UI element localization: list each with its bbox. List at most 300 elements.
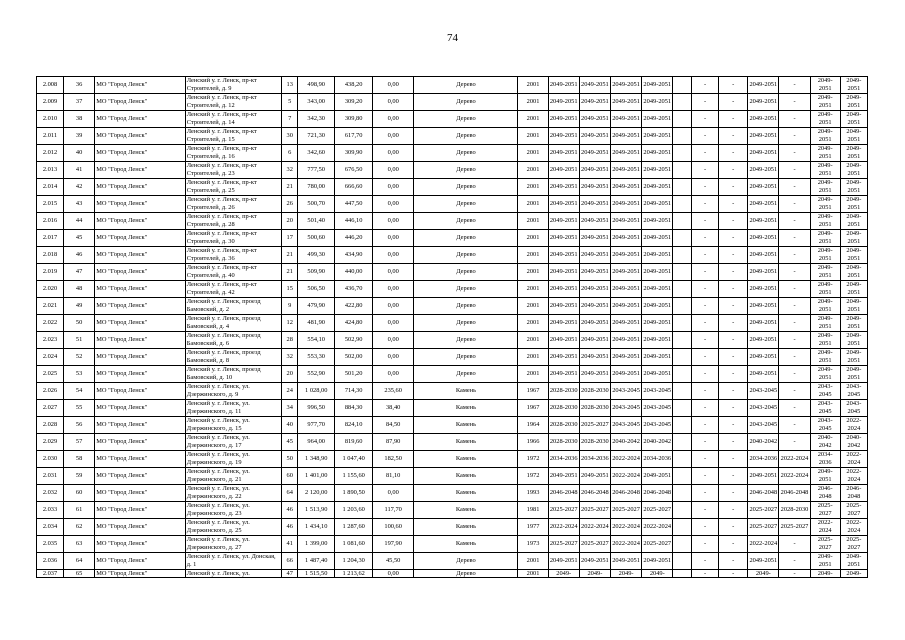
- table-row: [37, 264, 868, 281]
- cell-period: 2049-2051: [611, 128, 642, 145]
- cell-period: 2028-2030: [579, 383, 610, 400]
- cell-period: 2049-2051: [642, 332, 673, 349]
- cell-period: [673, 230, 692, 247]
- cell-address: Ленский у. г. Ленск, ул. Дзержинского, д. 27: [185, 536, 282, 553]
- cell-period: -: [692, 111, 719, 128]
- cell-wall-material: Камень: [414, 417, 518, 434]
- cell-period: -: [692, 553, 719, 570]
- cell-period: -: [779, 417, 810, 434]
- cell-period: 2049-2051: [642, 145, 673, 162]
- cell-wall-material: Дерево: [414, 77, 518, 94]
- cell-living-area: 676,50: [335, 162, 372, 179]
- cell-year: 1966: [518, 434, 548, 451]
- cell-period: 2049-2051: [810, 332, 840, 349]
- cell-period: 2049-2051: [642, 349, 673, 366]
- cell-period: [673, 315, 692, 332]
- cell-living-area: 824,10: [335, 417, 372, 434]
- cell-wall-material: Дерево: [414, 332, 518, 349]
- cell-period: 2049-2051: [611, 213, 642, 230]
- cell-municipality: МО "Город Ленск": [95, 179, 185, 196]
- cell-period: -: [779, 77, 810, 94]
- cell-total-area: 1 487,40: [298, 553, 335, 570]
- cell-code: 2.023: [37, 332, 64, 349]
- cell-total-area: 501,40: [298, 213, 335, 230]
- cell-code: 2.008: [37, 77, 64, 94]
- cell-period: 2043-2045: [642, 383, 673, 400]
- cell-code: 2.028: [37, 417, 64, 434]
- cell-period: -: [692, 502, 719, 519]
- cell-period: -: [692, 315, 719, 332]
- cell-period: -: [779, 145, 810, 162]
- table-row: [37, 281, 868, 298]
- cell-living-area: 438,20: [335, 77, 372, 94]
- cell-period: 2049-: [548, 570, 579, 578]
- cell-period: -: [692, 485, 719, 502]
- cell-living-area: 446,10: [335, 213, 372, 230]
- table-row: [37, 553, 868, 570]
- cell-period: -: [692, 179, 719, 196]
- cell-period: 2043-2045: [810, 400, 840, 417]
- cell-period: 2049-2051: [840, 94, 867, 111]
- cell-period: 2049-2051: [579, 94, 610, 111]
- cell-year: 1964: [518, 417, 548, 434]
- cell-wall-material: Дерево: [414, 230, 518, 247]
- cell-year: 2001: [518, 315, 548, 332]
- cell-nonliving-area: 81,10: [372, 468, 414, 485]
- cell-period: 2049-2051: [611, 77, 642, 94]
- cell-address: Ленский у. г. Ленск, ул.: [185, 570, 282, 578]
- cell-period: 2025-2027: [748, 502, 779, 519]
- cell-wall-material: Дерево: [414, 213, 518, 230]
- cell-flats: 34: [282, 400, 298, 417]
- cell-address: Ленский у. г. Ленск, пр-кт Строителей, д. 14: [185, 111, 282, 128]
- cell-period: 2049-2051: [810, 468, 840, 485]
- cell-period: 2028-2030: [579, 400, 610, 417]
- cell-year: 1972: [518, 451, 548, 468]
- cell-number: 51: [64, 332, 95, 349]
- cell-year: 2001: [518, 213, 548, 230]
- cell-period: 2025-2027: [779, 519, 810, 536]
- cell-period: -: [719, 434, 748, 451]
- cell-code: 2.014: [37, 179, 64, 196]
- table-row: [37, 94, 868, 111]
- cell-period: 2025-2027: [840, 502, 867, 519]
- cell-period: 2049-2051: [579, 366, 610, 383]
- cell-period: 2049-2051: [642, 94, 673, 111]
- cell-period: -: [719, 349, 748, 366]
- cell-nonliving-area: 0,00: [372, 77, 414, 94]
- cell-municipality: МО "Город Ленск": [95, 451, 185, 468]
- cell-period: -: [779, 298, 810, 315]
- cell-municipality: МО "Город Ленск": [95, 264, 185, 281]
- cell-period: -: [692, 434, 719, 451]
- cell-period: 2022-2024: [611, 468, 642, 485]
- cell-living-area: 666,60: [335, 179, 372, 196]
- cell-nonliving-area: 0,00: [372, 196, 414, 213]
- cell-period: 2049-2051: [611, 162, 642, 179]
- cell-period: 2049-2051: [810, 145, 840, 162]
- cell-period: 2043-2045: [748, 417, 779, 434]
- table-row: [37, 349, 868, 366]
- cell-number: 46: [64, 247, 95, 264]
- cell-period: 2028-2030: [779, 502, 810, 519]
- cell-period: -: [719, 485, 748, 502]
- cell-period: [673, 519, 692, 536]
- cell-period: 2049-2051: [548, 111, 579, 128]
- cell-flats: 21: [282, 264, 298, 281]
- cell-municipality: МО "Город Ленск": [95, 213, 185, 230]
- cell-living-area: 884,30: [335, 400, 372, 417]
- table-row: [37, 502, 868, 519]
- cell-total-area: 500,60: [298, 230, 335, 247]
- cell-period: [673, 417, 692, 434]
- cell-nonliving-area: 0,00: [372, 298, 414, 315]
- cell-flats: 60: [282, 468, 298, 485]
- cell-code: 2.035: [37, 536, 64, 553]
- cell-total-area: 500,70: [298, 196, 335, 213]
- cell-period: -: [692, 383, 719, 400]
- cell-period: 2049-2051: [810, 264, 840, 281]
- cell-period: 2049-2051: [840, 349, 867, 366]
- table-row: [37, 213, 868, 230]
- cell-address: Ленский у. г. Ленск, ул. Дзержинского, д. 19: [185, 451, 282, 468]
- cell-flats: 40: [282, 417, 298, 434]
- cell-code: 2.015: [37, 196, 64, 213]
- cell-municipality: МО "Город Ленск": [95, 128, 185, 145]
- cell-flats: 30: [282, 128, 298, 145]
- table-row: [37, 230, 868, 247]
- cell-flats: 26: [282, 196, 298, 213]
- cell-year: 2001: [518, 247, 548, 264]
- cell-period: 2043-2045: [611, 400, 642, 417]
- cell-period: 2049-2051: [611, 332, 642, 349]
- cell-flats: 41: [282, 536, 298, 553]
- cell-wall-material: Камень: [414, 468, 518, 485]
- cell-period: 2049-2051: [548, 281, 579, 298]
- table-body: [37, 77, 868, 578]
- cell-wall-material: Дерево: [414, 281, 518, 298]
- cell-period: 2049-2051: [548, 247, 579, 264]
- cell-year: 2001: [518, 77, 548, 94]
- cell-total-area: 964,00: [298, 434, 335, 451]
- cell-period: 2049-2051: [548, 179, 579, 196]
- cell-code: 2.032: [37, 485, 64, 502]
- cell-address: Ленский у. г. Ленск, ул. Донская, д. 1: [185, 553, 282, 570]
- cell-period: -: [779, 536, 810, 553]
- cell-address: Ленский у. г. Ленск, проезд Бамовский, д. 2: [185, 298, 282, 315]
- cell-total-area: 553,30: [298, 349, 335, 366]
- cell-period: -: [692, 366, 719, 383]
- cell-municipality: МО "Город Ленск": [95, 196, 185, 213]
- cell-period: 2049-2051: [642, 468, 673, 485]
- cell-year: 2001: [518, 94, 548, 111]
- cell-code: 2.021: [37, 298, 64, 315]
- cell-period: 2049-2051: [810, 281, 840, 298]
- cell-flats: 6: [282, 145, 298, 162]
- cell-nonliving-area: 38,40: [372, 400, 414, 417]
- cell-period: [673, 400, 692, 417]
- cell-code: 2.030: [37, 451, 64, 468]
- cell-nonliving-area: 0,00: [372, 315, 414, 332]
- cell-total-area: 780,00: [298, 179, 335, 196]
- cell-period: 2022-2024: [548, 519, 579, 536]
- cell-period: 2049-2051: [548, 553, 579, 570]
- cell-number: 56: [64, 417, 95, 434]
- cell-municipality: МО "Город Ленск": [95, 298, 185, 315]
- cell-wall-material: Камень: [414, 400, 518, 417]
- cell-period: -: [719, 366, 748, 383]
- cell-wall-material: Камень: [414, 536, 518, 553]
- cell-wall-material: Дерево: [414, 366, 518, 383]
- cell-period: 2049-2051: [611, 94, 642, 111]
- cell-period: 2025-2027: [579, 417, 610, 434]
- cell-total-area: 498,90: [298, 77, 335, 94]
- cell-nonliving-area: 182,50: [372, 451, 414, 468]
- cell-period: 2043-2045: [642, 417, 673, 434]
- cell-total-area: 1 515,50: [298, 570, 335, 578]
- cell-period: [673, 94, 692, 111]
- cell-period: 2049-2051: [748, 349, 779, 366]
- cell-period: 2049-2051: [642, 162, 673, 179]
- cell-year: 1967: [518, 400, 548, 417]
- cell-period: -: [779, 349, 810, 366]
- cell-address: Ленский у. г. Ленск, пр-кт Строителей, д. 28: [185, 213, 282, 230]
- cell-period: 2022-2024: [810, 519, 840, 536]
- cell-number: 40: [64, 145, 95, 162]
- cell-period: -: [692, 213, 719, 230]
- cell-number: 38: [64, 111, 95, 128]
- cell-total-area: 554,10: [298, 332, 335, 349]
- cell-year: 2001: [518, 553, 548, 570]
- cell-period: 2043-2045: [748, 400, 779, 417]
- cell-year: 2001: [518, 145, 548, 162]
- cell-period: 2025-2027: [579, 536, 610, 553]
- cell-period: 2049-2051: [840, 281, 867, 298]
- cell-period: 2025-2027: [642, 502, 673, 519]
- cell-number: 58: [64, 451, 95, 468]
- table-row: [37, 366, 868, 383]
- cell-period: -: [719, 519, 748, 536]
- cell-period: 2049-2051: [840, 332, 867, 349]
- cell-municipality: МО "Город Ленск": [95, 502, 185, 519]
- cell-code: 2.016: [37, 213, 64, 230]
- cell-code: 2.025: [37, 366, 64, 383]
- cell-living-area: 1 890,50: [335, 485, 372, 502]
- cell-nonliving-area: 0,00: [372, 485, 414, 502]
- cell-period: 2049-2051: [579, 213, 610, 230]
- cell-period: 2022-2024: [611, 519, 642, 536]
- cell-period: 2049-2051: [840, 553, 867, 570]
- cell-period: -: [692, 145, 719, 162]
- cell-period: -: [719, 570, 748, 578]
- cell-living-area: 1 155,60: [335, 468, 372, 485]
- cell-flats: 50: [282, 451, 298, 468]
- cell-year: 1993: [518, 485, 548, 502]
- cell-number: 53: [64, 366, 95, 383]
- cell-period: -: [692, 94, 719, 111]
- cell-period: 2022-2024: [611, 536, 642, 553]
- cell-period: 2049-: [840, 570, 867, 578]
- table-row: [37, 298, 868, 315]
- cell-nonliving-area: 0,00: [372, 264, 414, 281]
- cell-period: 2043-2045: [642, 400, 673, 417]
- table-row: [37, 162, 868, 179]
- cell-period: 2046-2048: [810, 485, 840, 502]
- cell-municipality: МО "Город Ленск": [95, 536, 185, 553]
- cell-period: 2049-2051: [548, 366, 579, 383]
- cell-period: 2049-2051: [642, 315, 673, 332]
- cell-period: 2049-2051: [611, 366, 642, 383]
- table-row: [37, 196, 868, 213]
- cell-total-area: 343,00: [298, 94, 335, 111]
- cell-year: 1972: [518, 468, 548, 485]
- cell-period: 2049-2051: [748, 111, 779, 128]
- cell-address: Ленский у. г. Ленск, ул. Дзержинского, д. 23: [185, 502, 282, 519]
- table-row: [37, 536, 868, 553]
- cell-address: Ленский у. г. Ленск, пр-кт Строителей, д. 15: [185, 128, 282, 145]
- cell-flats: 32: [282, 162, 298, 179]
- cell-wall-material: Дерево: [414, 298, 518, 315]
- cell-period: -: [692, 230, 719, 247]
- cell-nonliving-area: 0,00: [372, 247, 414, 264]
- cell-period: 2046-2048: [840, 485, 867, 502]
- cell-period: [673, 332, 692, 349]
- cell-period: 2043-2045: [840, 400, 867, 417]
- cell-period: -: [719, 94, 748, 111]
- cell-flats: 45: [282, 434, 298, 451]
- cell-municipality: МО "Город Ленск": [95, 315, 185, 332]
- cell-period: 2049-2051: [548, 213, 579, 230]
- cell-number: 42: [64, 179, 95, 196]
- cell-period: [673, 366, 692, 383]
- cell-number: 54: [64, 383, 95, 400]
- cell-address: Ленский у. г. Ленск, ул. Дзержинского, д. 22: [185, 485, 282, 502]
- cell-period: 2022-2024: [611, 451, 642, 468]
- table-row: [37, 485, 868, 502]
- cell-period: 2025-2027: [810, 536, 840, 553]
- cell-address: Ленский у. г. Ленск, пр-кт Строителей, д. 9: [185, 77, 282, 94]
- table-row: [37, 519, 868, 536]
- cell-living-area: 1 081,60: [335, 536, 372, 553]
- cell-living-area: 434,90: [335, 247, 372, 264]
- cell-period: -: [719, 383, 748, 400]
- cell-period: 2049-2051: [579, 196, 610, 213]
- cell-period: 2049-2051: [748, 247, 779, 264]
- cell-flats: 15: [282, 281, 298, 298]
- cell-address: Ленский у. г. Ленск, пр-кт Строителей, д. 40: [185, 264, 282, 281]
- table-row: [37, 145, 868, 162]
- cell-period: -: [719, 145, 748, 162]
- cell-living-area: 501,20: [335, 366, 372, 383]
- cell-address: Ленский у. г. Ленск, проезд Бамовский, д. 6: [185, 332, 282, 349]
- cell-period: 2040-2042: [840, 434, 867, 451]
- cell-address: Ленский у. г. Ленск, ул. Дзержинского, д. 17: [185, 434, 282, 451]
- cell-nonliving-area: 0,00: [372, 230, 414, 247]
- cell-period: 2034-2036: [642, 451, 673, 468]
- cell-code: 2.012: [37, 145, 64, 162]
- cell-code: 2.018: [37, 247, 64, 264]
- cell-period: 2049-2051: [748, 179, 779, 196]
- cell-year: 2001: [518, 111, 548, 128]
- cell-period: -: [779, 264, 810, 281]
- cell-code: 2.031: [37, 468, 64, 485]
- cell-period: 2049-2051: [642, 111, 673, 128]
- cell-period: 2025-2027: [840, 536, 867, 553]
- cell-period: 2040-2042: [810, 434, 840, 451]
- cell-nonliving-area: 84,50: [372, 417, 414, 434]
- table-row: [37, 417, 868, 434]
- cell-address: Ленский у. г. Ленск, пр-кт Строителей, д. 12: [185, 94, 282, 111]
- cell-living-area: 502,00: [335, 349, 372, 366]
- cell-period: 2049-2051: [611, 196, 642, 213]
- cell-period: 2049-2051: [548, 349, 579, 366]
- cell-period: [673, 145, 692, 162]
- cell-number: 57: [64, 434, 95, 451]
- cell-total-area: 1 348,90: [298, 451, 335, 468]
- cell-number: 50: [64, 315, 95, 332]
- cell-nonliving-area: 0,00: [372, 145, 414, 162]
- table-row: [37, 332, 868, 349]
- cell-total-area: 506,50: [298, 281, 335, 298]
- cell-living-area: 1 287,60: [335, 519, 372, 536]
- cell-living-area: 819,60: [335, 434, 372, 451]
- cell-period: 2049-2051: [579, 298, 610, 315]
- cell-period: 2049-: [748, 570, 779, 578]
- cell-period: 2043-2045: [810, 383, 840, 400]
- cell-total-area: 481,90: [298, 315, 335, 332]
- cell-code: 2.017: [37, 230, 64, 247]
- cell-address: Ленский у. г. Ленск, проезд Бамовский, д. 8: [185, 349, 282, 366]
- cell-period: -: [719, 553, 748, 570]
- cell-period: 2049-2051: [579, 281, 610, 298]
- cell-municipality: МО "Город Ленск": [95, 162, 185, 179]
- cell-period: 2046-2048: [548, 485, 579, 502]
- table-row: [37, 451, 868, 468]
- cell-flats: 28: [282, 332, 298, 349]
- cell-flats: 21: [282, 179, 298, 196]
- cell-code: 2.027: [37, 400, 64, 417]
- cell-address: Ленский у. г. Ленск, пр-кт Строителей, д. 26: [185, 196, 282, 213]
- cell-year: 2001: [518, 196, 548, 213]
- cell-period: 2049-2051: [579, 468, 610, 485]
- cell-period: 2034-2036: [810, 451, 840, 468]
- cell-total-area: 1 401,00: [298, 468, 335, 485]
- cell-period: 2049-2051: [810, 349, 840, 366]
- cell-period: 2049-2051: [548, 128, 579, 145]
- cell-flats: 46: [282, 519, 298, 536]
- cell-year: 1973: [518, 536, 548, 553]
- cell-code: 2.011: [37, 128, 64, 145]
- cell-flats: 24: [282, 383, 298, 400]
- cell-wall-material: Камень: [414, 451, 518, 468]
- cell-period: -: [779, 434, 810, 451]
- cell-year: 2001: [518, 264, 548, 281]
- cell-period: 2049-2051: [611, 230, 642, 247]
- cell-year: 2001: [518, 162, 548, 179]
- cell-wall-material: Дерево: [414, 94, 518, 111]
- cell-nonliving-area: 117,70: [372, 502, 414, 519]
- cell-period: 2049-2051: [642, 298, 673, 315]
- cell-address: Ленский у. г. Ленск, пр-кт Строителей, д. 42: [185, 281, 282, 298]
- cell-number: 43: [64, 196, 95, 213]
- cell-municipality: МО "Город Ленск": [95, 383, 185, 400]
- cell-code: 2.034: [37, 519, 64, 536]
- cell-period: 2049-2051: [579, 230, 610, 247]
- cell-code: 2.036: [37, 553, 64, 570]
- cell-period: 2049-2051: [748, 128, 779, 145]
- cell-period: 2049-2051: [840, 77, 867, 94]
- cell-period: -: [719, 196, 748, 213]
